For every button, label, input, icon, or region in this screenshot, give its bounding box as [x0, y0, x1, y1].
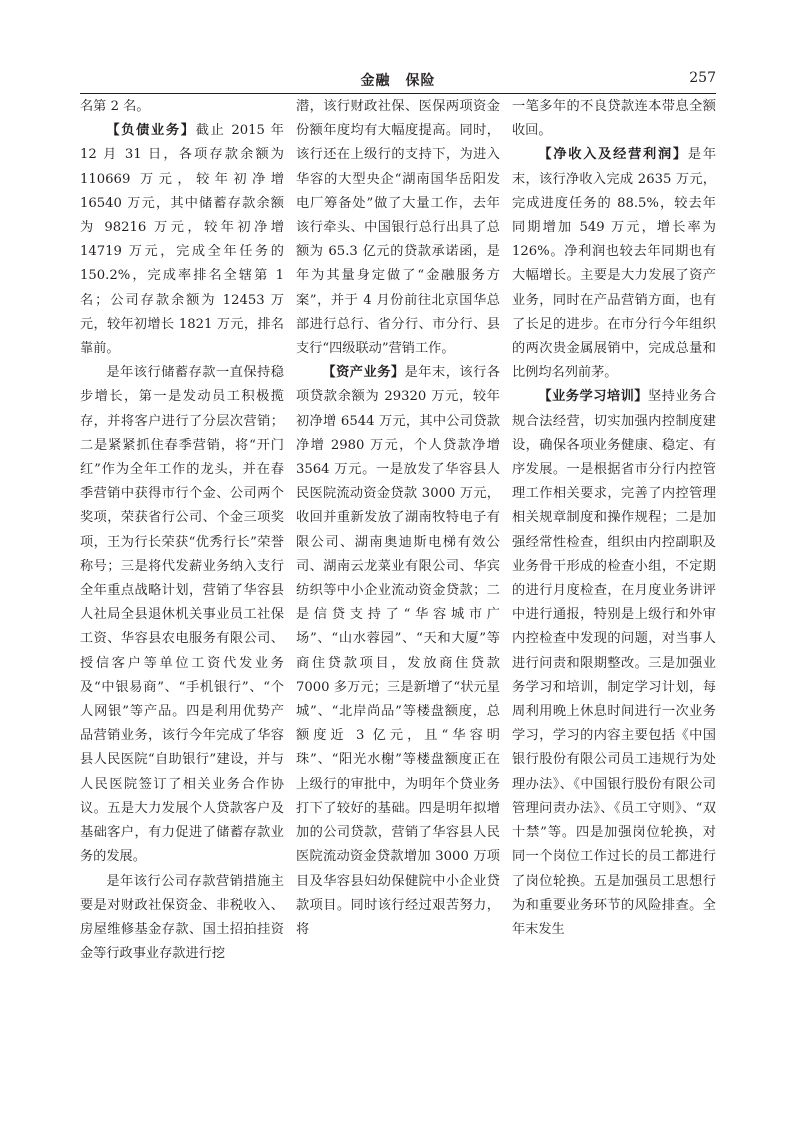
text-column-3	[512, 95, 716, 1075]
text-column-1	[80, 95, 284, 1075]
section-heading: 【业务学习培训】	[538, 389, 649, 405]
section-title: 金融 保险	[360, 73, 436, 89]
paragraph-text: 潜，该行财政社保、医保两项资金份额年度均有大幅度提高。同时，该行还在上级行的支持下，为进入华容的大型央企“湖南国华岳阳发电厂筹备处”做了大量工作，去年该行牵头、中国银行总行出具了总额为 65.3 亿元的贷款承诺函，是年为其量身定做了“金融服务方案”，并于 4 月份前往北京国华总部进行总行、省分行、市分行、县支行“四级联动”营销工作。	[296, 99, 500, 357]
paragraph	[512, 385, 716, 942]
paragraph	[80, 119, 284, 361]
paragraph-text: 是年末，该行净收入完成 2635 万元，完成进度任务的 88.5%，较去年同期增加 549 万元，增长率为 126%。净利润也较去年同期也有大幅增长。主要是大力发展了资产业务，同时在产品营销方面，也有了长足的进步。在市分行今年组织的两次贵金属展销中，完成总量和比例均名列前茅。	[512, 147, 716, 381]
section-heading: 【净收入及经营利润】	[538, 147, 688, 163]
paragraph-text: 是年该行公司存款营销措施主要是对财政社保资金、非税收入、房屋维修基金存款、国土招拍挂资金等行政事业存款进行挖	[80, 873, 284, 962]
paragraph-text: 一笔多年的不良贷款连本带息全额收回。	[512, 99, 716, 139]
section-heading: 【资产业务】	[322, 365, 405, 381]
paragraph	[512, 143, 716, 385]
paragraph-text: 是年末，该行各项贷款余额为 29320 万元，较年初净增 6544 万元，其中公司贷款净增 2980 万元，个人贷款净增 3564 万元。一是放发了华容县人民医院流动资金贷款 3000 万元，收回并重新发放了湖南牧特电子有限公司、湖南奥迪斯电梯有效公司、湖南云龙菜业有限公司、华宾纺织等中小企业流动资金贷款；二是信贷支持了“华容城市广场”、“山水蓉园”、“天和大厦”等商住贷款项目，发放商住贷款 7000 多万元；三是新增了“状元星城”、“北岸尚品”等楼盘额度，总额度近 3 亿元，且“华容明珠”、“阳光水榭”等楼盘额度正在上级行的审批中，为明年个贷业务打下了较好的基础。四是明年拟增加的公司贷款，营销了华容县人民医院流动资金贷款增加 3000 万项目及华容县妇幼保健院中小企业贷款项目。同时该行经过艰苦努力，将	[296, 365, 500, 937]
page-number: 257	[689, 70, 716, 86]
paragraph	[296, 361, 500, 942]
paragraph	[512, 95, 716, 143]
text-column-2	[296, 95, 500, 1075]
paragraph	[80, 95, 284, 119]
running-header	[80, 68, 716, 92]
paragraph-text: 是年该行储蓄存款一直保持稳步增长，第一是发动员工积极揽存，并将客户进行了分层次营销；二是紧紧抓住春季营销，将“开门红”作为全年工作的龙头，并在春季营销中获得市行个金、公司两个奖项，荣获省行公司、个金三项奖项，王为行长荣获“优秀行长”荣誉称号；三是将代发薪业务纳入支行全年重点战略计划，营销了华容县人社局全县退休机关事业员工社保工资、华容县农电服务有限公司、授信客户等单位工资代发业务及“中银易商”、“手机银行”、“个人网银”等产品。四是利用优势产品营销业务，该行今年完成了华容县人民医院“自助银行”建设，并与人民医院签订了相关业务合作协议。五是大力发展个人贷款客户及基础客户，有力促进了储蓄存款业务的发展。	[80, 365, 284, 865]
paragraph-text: 名第 2 名。	[80, 99, 150, 114]
paragraph-text: 坚持业务合规合法经营，切实加强内控制度建设，确保各项业务健康、稳定、有序发展。一是根据省市分行内控管理工作相关要求，完善了内控管理相关规章制度和操作规程；二是加强经常性检查，组织由内控副职及业务骨干形成的检查小组，不定期的进行月度检查，在月度业务讲评中进行通报，特别是上级行和外审内控检查中发现的问题，对当事人进行问责和限期整改。三是加强业务学习和培训，制定学习计划，每周利用晚上休息时间进行一次业务学习，学习的内容主要包括《中国银行股份有限公司员工违规行为处理办法》、《中国银行股份有限公司管理问责办法》、《员工守则》、“双十禁”等。四是加强岗位轮换，对同一个岗位工作过长的员工都进行了岗位轮换。五是加强员工思想行为和重要业务环节的风险排查。全年末发生	[512, 389, 716, 937]
paragraph	[80, 870, 284, 967]
paragraph	[80, 361, 284, 869]
paragraph	[296, 95, 500, 361]
paragraph-text: 截止 2015 年 12 月 31 日，各项存款余额为 110669 万元，较年初净增 16540 万元，其中储蓄存款余额为 98216 万元，较年初净增 14719 万元，完成全年任务的 150.2%，完成率排名全辖第 1 名；公司存款余额为 12453 万元，较年初增长 1821 万元，排名靠前。	[80, 123, 284, 357]
header-rule	[80, 93, 716, 94]
section-heading: 【负债业务】	[106, 123, 196, 139]
